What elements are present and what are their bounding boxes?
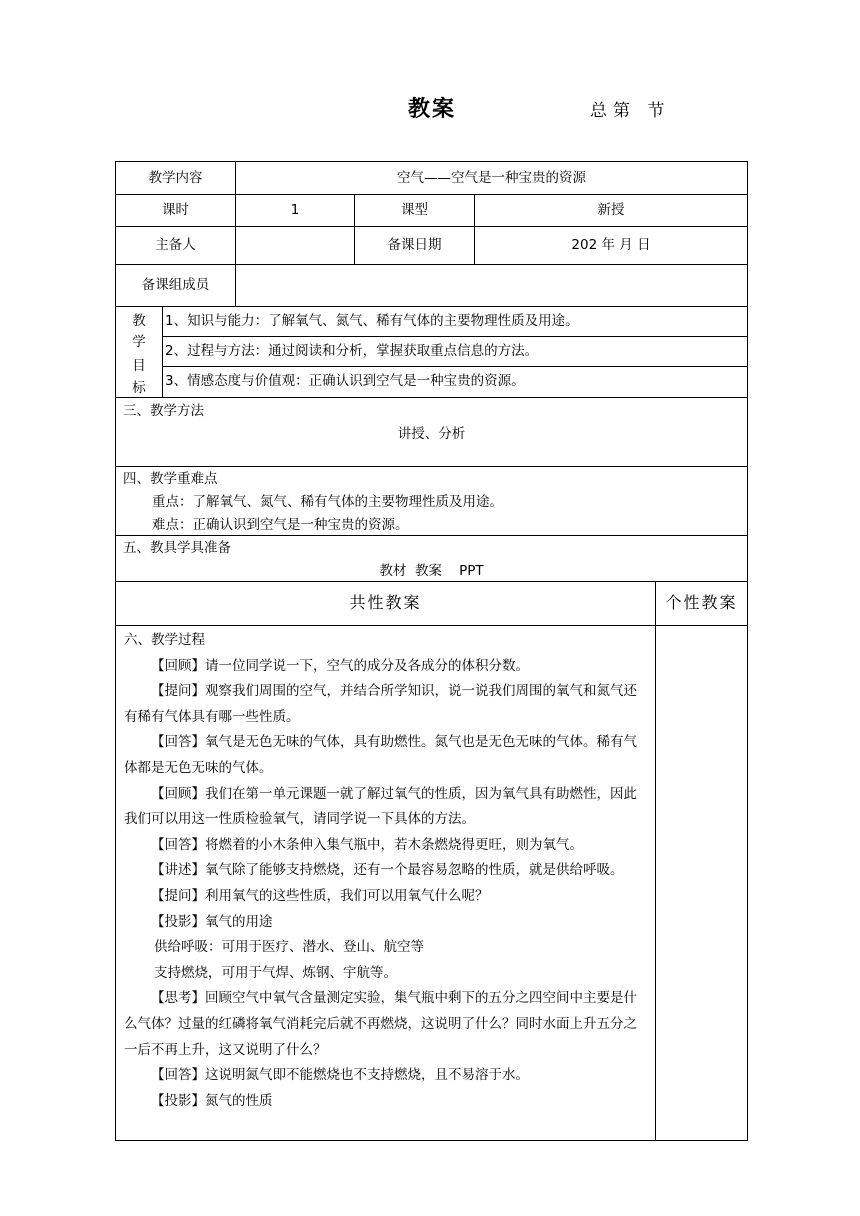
common-plan-header: 共性教案 [349, 593, 422, 612]
date-label: 备课日期 [387, 237, 442, 253]
goals-label-char: 目 [132, 358, 146, 374]
process-paragraph: 【思考】回顾空气中氧气含量测定实验，集气瓶中剩下的五分之四空间中主要是什么气体？过量的红磷将氧气消耗完后就不再燃烧，这说明了什么？同时水面上升五分之一后不再上升，这又说明了什么？ [124, 990, 637, 1058]
type-value: 新授 [597, 202, 625, 218]
process-paragraph: 【投影】氮气的性质 [151, 1092, 273, 1109]
key-point: 重点：了解氧气、氮气、稀有气体的主要物理性质及用途。 [152, 494, 503, 510]
tools-heading: 五、教具学具准备 [123, 540, 231, 556]
process-paragraph: 【回答】这说明氮气即不能燃烧也不支持燃烧，且不易溶于水。 [151, 1067, 529, 1084]
process-paragraph: 供给呼吸：可用于医疗、潜水、登山、航空等 [154, 939, 424, 956]
goal-item: 1、知识与能力：了解氧气、氮气、稀有气体的主要物理性质及用途。 [165, 313, 579, 329]
process-paragraph: 【投影】氧气的用途 [151, 913, 273, 930]
process-paragraph: 【回答】氧气是无色无味的气体，具有助燃性。氮气也是无色无味的气体。稀有气体都是无色无味的气体。 [124, 734, 637, 776]
goals-label-char: 教 [132, 313, 146, 329]
preparer-label: 主备人 [155, 237, 196, 253]
process-section [124, 628, 650, 1114]
type-label: 课型 [401, 202, 428, 218]
tools-value: 教材 教案 PPT [379, 563, 484, 579]
personal-plan-header: 个性教案 [665, 593, 738, 612]
process-paragraph: 【讲述】氧气除了能够支持燃烧，还有一个最容易忽略的性质，就是供给呼吸。 [151, 862, 624, 879]
total-section-label: 总第 节 [590, 101, 671, 121]
group-label: 备课组成员 [141, 277, 210, 293]
goal-item: 3、情感态度与价值观：正确认识到空气是一种宝贵的资源。 [165, 373, 525, 389]
process-heading: 六、教学过程 [124, 632, 205, 648]
goal-item: 2、过程与方法：通过阅读和分析，掌握获取重点信息的方法。 [165, 343, 539, 359]
content-label: 教学内容 [148, 170, 203, 186]
goals-label-char: 标 [132, 380, 146, 396]
process-paragraph: 【提问】观察我们周围的空气，并结合所学知识，说一说我们周围的氧气和氮气还有稀有气体具有哪一些性质。 [124, 683, 637, 725]
process-paragraph: 【回顾】请一位同学说一下，空气的成分及各成分的体积分数。 [151, 657, 529, 674]
date-value: 202 年 月 日 [571, 237, 651, 253]
method-heading: 三、教学方法 [123, 403, 204, 419]
goals-label-char: 学 [132, 334, 146, 350]
keypoints-heading: 四、教学重难点 [123, 471, 218, 487]
content-value: 空气——空气是一种宝贵的资源 [397, 170, 586, 186]
process-paragraph: 【回答】将燃着的小木条伸入集气瓶中，若木条燃烧得更旺，则为氧气。 [151, 836, 583, 853]
process-paragraph: 【回顾】我们在第一单元课题一就了解过氧气的性质，因为氧气具有助燃性，因此我们可以用这一性质检验氧气，请同学说一下具体的方法。 [124, 785, 637, 828]
difficulty-point: 难点：正确认识到空气是一种宝贵的资源。 [152, 517, 409, 533]
method-value: 讲授、分析 [397, 426, 466, 442]
hours-label: 课时 [162, 202, 189, 218]
hours-value: 1 [290, 202, 300, 218]
process-paragraph: 【提问】利用氧气的这些性质，我们可以用氧气什么呢？ [151, 887, 489, 904]
process-paragraph: 支持燃烧，可用于气焊、炼钢、宇航等。 [154, 964, 397, 981]
page-title: 教案 [408, 97, 457, 122]
